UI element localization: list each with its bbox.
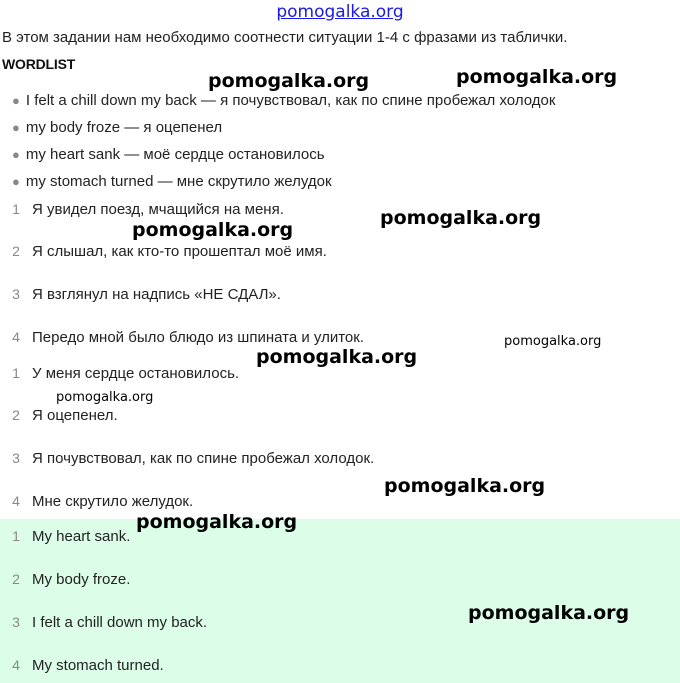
- translation-item: 1 У меня сердце остановилось.: [0, 365, 239, 382]
- wordlist-item: ● I felt a chill down my back — я почувствовал, как по спине пробежал холодок: [12, 92, 556, 109]
- item-number: 4: [12, 329, 20, 345]
- wordlist-item: ● my body froze — я оцепенел: [12, 119, 223, 136]
- item-number: 4: [12, 657, 20, 673]
- answer-item: 2 My body froze.: [0, 571, 130, 588]
- answer-item: 4 My stomach turned.: [0, 657, 164, 674]
- answer-item: 1 My heart sank.: [0, 528, 130, 545]
- bullet-icon: ●: [12, 93, 20, 108]
- watermark: pomogalka.org: [456, 66, 618, 88]
- wordlist-item: ● my heart sank — моё сердце остановилось: [12, 146, 325, 163]
- item-number: 3: [12, 614, 20, 630]
- task-intro: В этом задании нам необходимо соотнести ситуации 1-4 с фразами из таблички.: [2, 29, 568, 46]
- item-number: 4: [12, 493, 20, 509]
- item-number: 2: [12, 571, 20, 587]
- item-number: 1: [12, 201, 20, 217]
- watermark: pomogalka.org: [136, 511, 298, 533]
- watermark: pomogalka.org: [468, 602, 630, 624]
- answer-item: 3 I felt a chill down my back.: [0, 614, 207, 631]
- item-number: 2: [12, 243, 20, 259]
- watermark: pomogalka.org: [256, 346, 418, 368]
- watermark: pomogalka.org: [504, 334, 602, 349]
- situation-item: 2 Я слышал, как кто-то прошептал моё имя.: [0, 243, 327, 260]
- item-number: 2: [12, 407, 20, 423]
- item-number: 1: [12, 365, 20, 381]
- item-number: 3: [12, 450, 20, 466]
- translation-item: 4 Мне скрутило желудок.: [0, 493, 193, 510]
- bullet-icon: ●: [12, 120, 20, 135]
- situation-item: 1 Я увидел поезд, мчащийся на меня.: [0, 201, 284, 218]
- situation-item: 4 Передо мной было блюдо из шпината и улиток.: [0, 329, 364, 346]
- watermark: pomogalka.org: [208, 70, 370, 92]
- site-link[interactable]: pomogalka.org: [276, 2, 404, 22]
- watermark: pomogalka.org: [384, 475, 546, 497]
- bullet-icon: ●: [12, 174, 20, 189]
- answer-block: [0, 519, 680, 683]
- item-number: 1: [12, 528, 20, 544]
- watermark: pomogalka.org: [132, 219, 294, 241]
- translation-item: 3 Я почувствовал, как по спине пробежал холодок.: [0, 450, 374, 467]
- wordlist-item: ● my stomach turned — мне скрутило желудок: [12, 173, 332, 190]
- watermark: pomogalka.org: [380, 207, 542, 229]
- wordlist-title: WORDLIST: [2, 56, 76, 72]
- item-number: 3: [12, 286, 20, 302]
- translation-item: 2 Я оцепенел.: [0, 407, 118, 424]
- watermark: pomogalka.org: [56, 390, 154, 405]
- situation-item: 3 Я взглянул на надпись «НЕ СДАЛ».: [0, 286, 281, 303]
- bullet-icon: ●: [12, 147, 20, 162]
